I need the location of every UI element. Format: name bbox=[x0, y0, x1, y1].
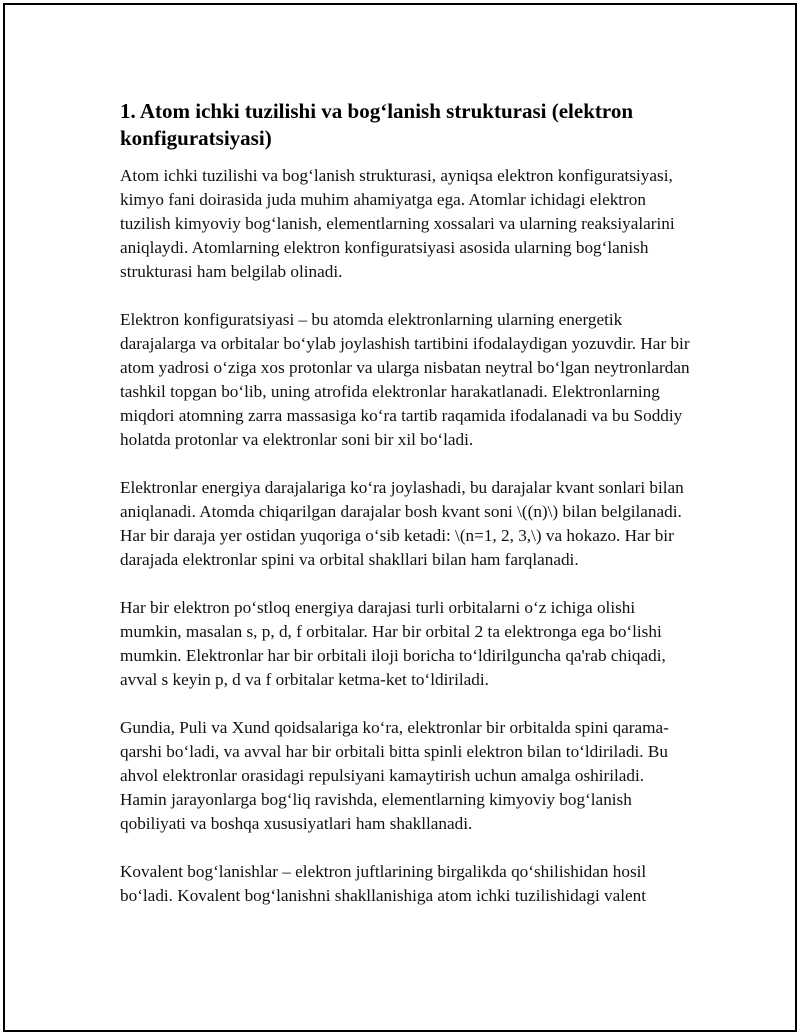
paragraph-intro: Atom ichki tuzilishi va bog‘lanish strukturasi, ayniqsa elektron konfiguratsiyasi, kimyo fani doirasida juda muhim ahamiyatga ega. Atomlar ichidagi elektron tuzilish kimyoviy bog‘lanish, elementlarning xossalari va ularning reaksiyalarini aniqlaydi. Atomlarning elektron konfiguratsiyasi asosida ularning bog‘lanish strukturasi ham belgilab olinadi. bbox=[120, 166, 675, 281]
document-body bbox=[120, 98, 690, 932]
paragraph-covalent-bonds: Kovalent bog‘lanishlar – elektron juftlarining birgalikda qo‘shilishidan hosil bo‘ladi. Kovalent bog‘lanishni shakllanishiga atom ichki tuzilishidagi valent bbox=[120, 862, 647, 905]
section-heading: 1. Atom ichki tuzilishi va bog‘lanish strukturasi (elektron konfiguratsiyasi) bbox=[120, 99, 634, 150]
paragraph-orbitals: Har bir elektron po‘stloq energiya darajasi turli orbitalarni o‘z ichiga olishi mumkin, masalan s, p, d, f orbitalar. Har bir orbital 2 ta elektronga ega bo‘lishi mumkin. Elektronlar har bir orbitali iloji boricha to‘ldirilguncha qa'rab chiqadi, avval s keyin p, d va f orbitalar ketma-ket to‘ldiriladi. bbox=[120, 598, 666, 689]
paragraph-configuration-definition: Elektron konfiguratsiyasi – bu atomda elektronlarning ularning energetik darajalarga va orbitalar bo‘ylab joylashish tartibini ifodalaydigan yozuvdir. Har bir atom yadrosi o‘ziga xos protonlar va ularga nisbatan neytral bo‘lgan neytronlardan tashkil topgan bo‘lib, uning atrofida elektronlar harakatlanadi. Elektronlarning miqdori atomning zarra massasiga ko‘ra tartib raqamida ifodalanadi va bu Soddiy holatda protonlar va elektronlar soni bir xil bo‘ladi. bbox=[120, 310, 690, 449]
paragraph-energy-levels: Elektronlar energiya darajalariga ko‘ra joylashadi, bu darajalar kvant sonlari bilan aniqlanadi. Atomda chiqarilgan darajalar bosh kvant soni \((n)\) bilan belgilanadi. Har bir daraja yer ostidan yuqoriga o‘sib ketadi: \(n=1, 2, 3,\) va hokazo. Har bir darajada elektronlar spini va orbital shakllari bilan ham farqlanadi. bbox=[120, 478, 684, 569]
paragraph-rules: Gundia, Puli va Xund qoidsalariga ko‘ra, elektronlar bir orbitalda spini qarama-qarshi bo‘ladi, va avval har bir orbitali bitta spinli elektron bilan to‘ldiriladi. Bu ahvol elektronlar orasidagi repulsiyani kamaytirish uchun amalga oshiriladi. Hamin jarayonlarga bog‘liq ravishda, elementlarning kimyoviy bog‘lanish qobiliyati va boshqa xususiyatlari ham shakllanadi. bbox=[120, 718, 669, 833]
page-frame bbox=[3, 3, 797, 1032]
